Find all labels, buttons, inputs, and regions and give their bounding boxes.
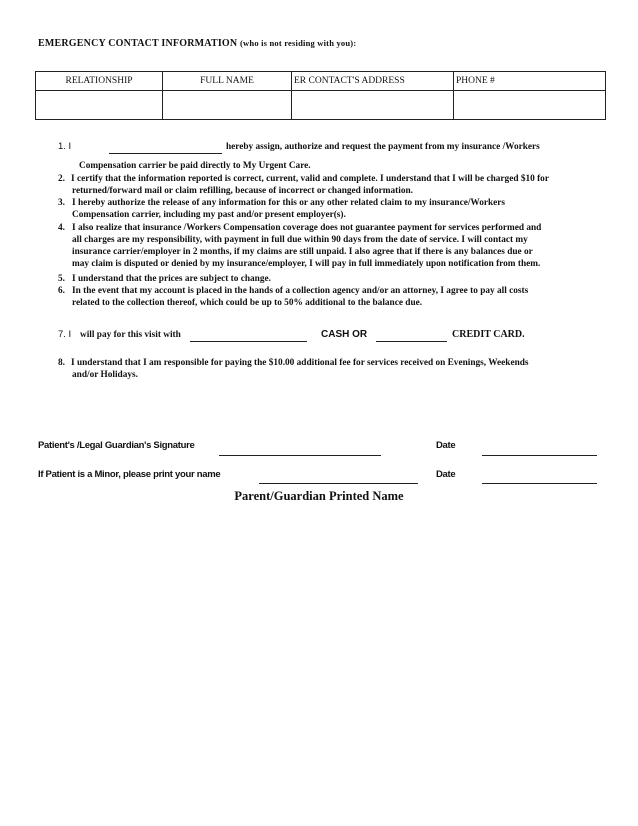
emergency-contact-entry-row (36, 91, 606, 120)
patient-signature-line[interactable] (219, 455, 381, 456)
credit-amount-line[interactable] (376, 341, 447, 342)
item-4-text-line2: all charges are my responsibility, with payment in full due within 90 days from the date of service. I will contact my (72, 235, 528, 245)
item-3-text-line2: Compensation carrier, including my past and/or present employer(s). (72, 210, 346, 220)
item-8-text-line2: and/or Holidays. (72, 370, 138, 380)
consent-item-5 (0, 273, 638, 285)
patient-signature-label: Patient's /Legal Guardian's Signature (38, 440, 195, 451)
consent-item-3 (0, 197, 638, 221)
assignor-name-line[interactable] (109, 153, 222, 154)
address-cell[interactable] (292, 91, 454, 120)
item-5-text-line1: I understand that the prices are subject to change. (72, 274, 271, 284)
item-6-number: 6. (58, 286, 65, 296)
minor-print-name-line[interactable] (259, 483, 418, 484)
emergency-contact-subtitle: (who is not residing with you): (240, 38, 357, 48)
emergency-contact-table (35, 71, 606, 120)
column-header-address: ER CONTACT'S ADDRESS (292, 72, 454, 91)
minor-date-label: Date (436, 469, 456, 480)
consent-item-1 (0, 141, 638, 171)
item-4-text-line1: I also realize that insurance /Workers Compensation coverage does not guarantee payment for services performed and (72, 223, 542, 233)
consent-item-8 (0, 357, 638, 381)
consent-item-6 (0, 285, 638, 309)
full-name-cell[interactable] (163, 91, 292, 120)
minor-date-line[interactable] (482, 483, 597, 484)
column-header-full-name: FULL NAME (163, 72, 292, 91)
emergency-contact-title-text: EMERGENCY CONTACT INFORMATION (38, 38, 238, 49)
item-8-number: 8. (58, 358, 65, 368)
emergency-contact-title (38, 38, 356, 49)
patient-signature-date-line[interactable] (482, 455, 597, 456)
relationship-cell[interactable] (36, 91, 163, 120)
item-3-text-line1: I hereby authorize the release of any information for this or any other related claim to my insurance/Workers (72, 198, 506, 208)
consent-item-2 (0, 173, 638, 197)
consent-item-4 (0, 222, 638, 270)
item-6-text-line1: In the event that my account is placed in the hands of a collection agency and/or an attorney, I agree to pay all costs (72, 286, 529, 296)
emergency-contact-header-row (36, 72, 606, 91)
item-2-text-line2: returned/forward mail or claim refilling, because of incorrect or changed information. (72, 186, 414, 196)
item-5-number: 5. (58, 274, 65, 284)
item-2-number: 2. (58, 174, 65, 184)
item-1-text-line2: Compensation carrier be paid directly to My Urgent Care. (79, 161, 311, 171)
patient-signature-date-label: Date (436, 440, 456, 451)
item-1-text-line1: hereby assign, authorize and request the payment from my insurance /Workers (226, 142, 540, 152)
column-header-phone: PHONE # (454, 72, 606, 91)
cash-amount-line[interactable] (190, 341, 307, 342)
item-4-text-line3: insurance carrier/employer in 2 months, if my claims are still unpaid. I also agree that if there is any balances due or (72, 247, 533, 257)
cash-or-label: CASH OR (321, 329, 368, 340)
phone-cell[interactable] (454, 91, 606, 120)
item-7-number: 7. I (58, 329, 72, 340)
consent-item-7 (0, 329, 638, 345)
item-4-number: 4. (58, 223, 65, 233)
column-header-relationship: RELATIONSHIP (36, 72, 163, 91)
item-1-number: 1. I (58, 141, 72, 152)
parent-guardian-printed-name-caption: Parent/Guardian Printed Name (234, 489, 404, 503)
minor-print-name-label: If Patient is a Minor, please print your name (38, 469, 221, 480)
credit-card-label: CREDIT CARD. (452, 329, 525, 340)
item-8-text-line1: I understand that I am responsible for paying the $10.00 additional fee for services received on Evenings, Weekends (71, 358, 529, 368)
item-2-text-line1: I certify that the information reported is correct, current, valid and complete. I understand that I will be charged $10 for (71, 174, 549, 184)
item-6-text-line2: related to the collection thereof, which could be up to 50% additional to the balance due. (72, 298, 423, 308)
item-3-number: 3. (58, 198, 65, 208)
item-4-text-line4: may claim is disputed or denied by my insurance/employer, I will pay in full immediately upon notification from them. (72, 259, 541, 269)
item-7-text: will pay for this visit with (80, 330, 181, 340)
